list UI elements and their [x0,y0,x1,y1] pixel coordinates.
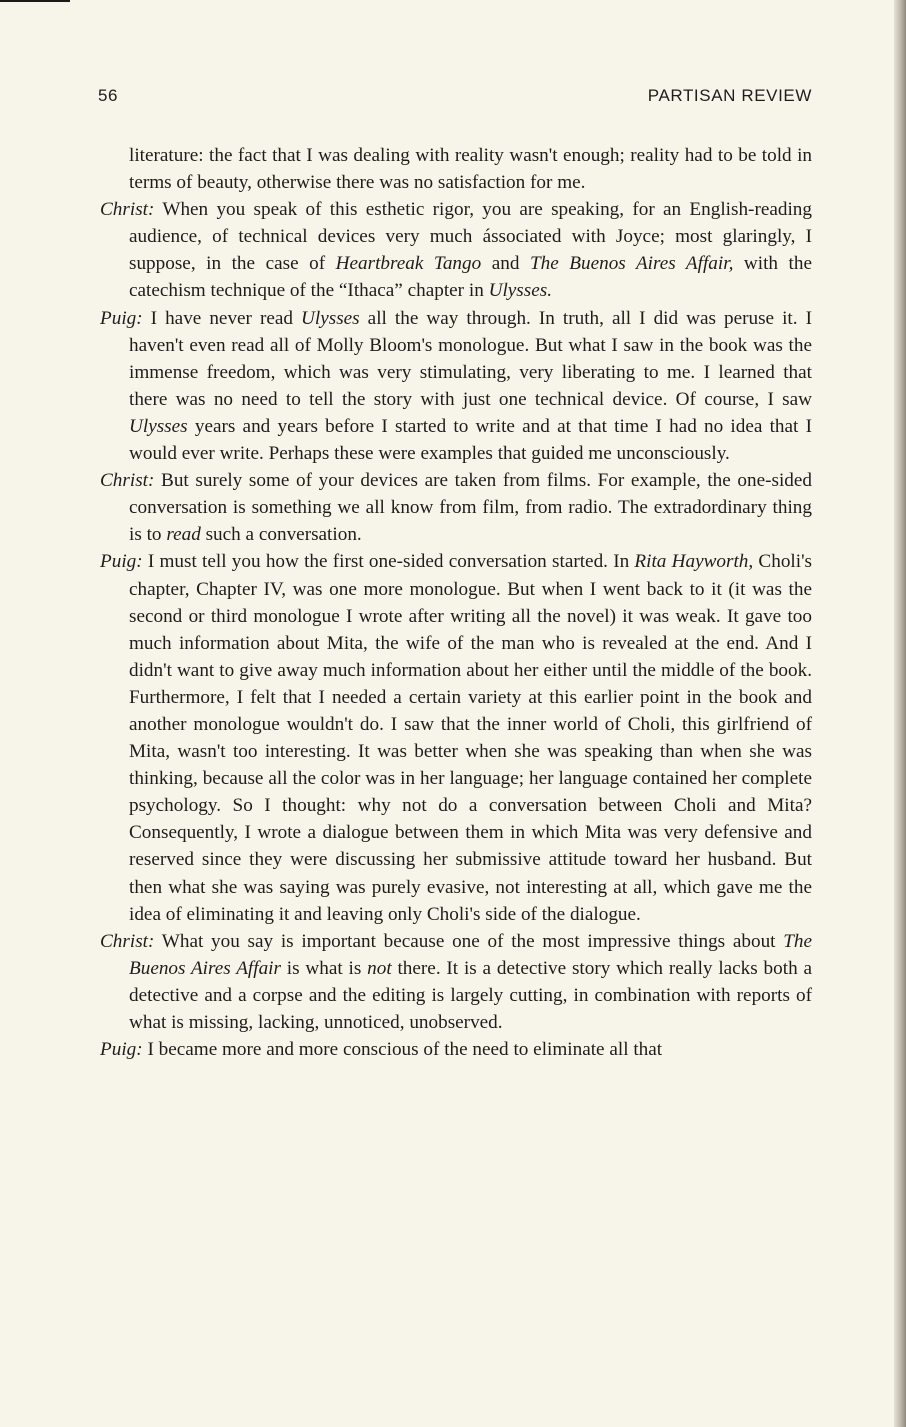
speaker-label: Christ: [100,930,155,952]
dialogue-entry [100,305,812,468]
speaker-label: Christ: [100,470,155,492]
page-edge-right [894,0,906,1427]
text-segment: I have never read [142,307,302,329]
text-segment: I must tell you how the first one-sided conversation started. In [142,551,635,573]
italic-text: Ulysses. [488,280,553,302]
page-number: 56 [98,86,119,105]
journal-title: PARTISAN REVIEW [647,86,812,105]
dialogue-entry [100,928,812,1036]
dialogue-entry [100,1036,812,1063]
text-segment: with the catechism technique of the “Ithaca” chapter in [129,253,812,302]
text-segment: such a conversation. [200,524,362,546]
page-edge-top [0,0,70,2]
text-segment: What you say is important because one of the most impressive things about [154,930,784,952]
text-segment: and [481,253,530,275]
italic-text: Heartbreak Tango [335,253,482,275]
italic-text: Ulysses [301,307,360,329]
italic-text: read [166,524,201,546]
text-segment: there. It is a detective story which really lacks both a detective and a corpse and the editing is largely cutting, in combination with reports of what is missing, lacking, unnoticed, unobserved. [129,957,812,1033]
speaker-label: Christ: [100,199,155,221]
dialogue-entry [100,196,812,304]
speaker-label: Puig: [100,1039,143,1061]
text-segment: is what is [280,957,368,979]
italic-text: Ulysses [129,415,188,437]
continued-paragraph [100,142,812,196]
text-segment: But surely some of your devices are taken from films. For example, the one-sided conversation is something we all know from film, from radio. The extradordinary thing is to [129,470,812,546]
italic-text: The Buenos Aires Affair, [529,253,734,275]
running-header [98,86,812,110]
italic-text: The Buenos Aires Affair [129,930,812,979]
text-segment: literature: the fact that I was dealing with reality wasn't enough; reality had to be told in terms of beauty, otherwise there was no satisfaction for me. [129,145,812,194]
speaker-label: Puig: [100,307,143,329]
text-segment: Choli's chapter, Chapter IV, was one more monologue. But when I went back to it (it was the second or third monologue I wrote after writing all the novel) it was weak. It gave too much information about Mita, the wife of the man who is revealed at the end. And I didn't want to give away much information about her either until the middle of the book. Furthermore, I felt that I needed a certain variety at this earlier point in the book and another monologue wouldn't do. I saw that the inner world of Choli, this girlfriend of Mita, wasn't too interesting. It was better when she was speaking than when she was thinking, because all the color was in her language; her language contained her complete psychology. So I thought: why not do a conversation between Choli and Mita? Consequently, I wrote a dialogue between them in which Mita was very defensive and reserved since they were discussing her submissive attitude toward her husband. But then what she was saying was purely evasive, not interesting at all, which gave me the idea of eliminating it and leaving only Choli's side of the dialogue. [129,551,812,925]
interview-text [100,142,812,1063]
italic-text: Rita Hayworth, [634,551,754,573]
text-segment: all the way through. In truth, all I did was peruse it. I haven't even read all of Molly Bloom's monologue. But what I saw in the book was the immense freedom, which was very stimulating, very liberating to me. I learned that there was no need to tell the story with just one technical device. Of course, I saw [129,307,812,410]
speaker-label: Puig: [100,551,143,573]
text-segment: years and years before I started to write and at that time I had no idea that I would ever write. Perhaps these were examples that guided me unconsciously. [129,415,812,465]
text-segment: When you speak of this esthetic rigor, you are speaking, for an English-reading audience, of technical devices very much ássociated with Joyce; most glaringly, I suppose, in the case of [129,199,812,275]
text-segment: I became more and more conscious of the need to eliminate all that [142,1039,663,1061]
italic-text: not [367,957,392,979]
dialogue-entry [100,467,812,548]
dialogue-entry [100,548,812,927]
